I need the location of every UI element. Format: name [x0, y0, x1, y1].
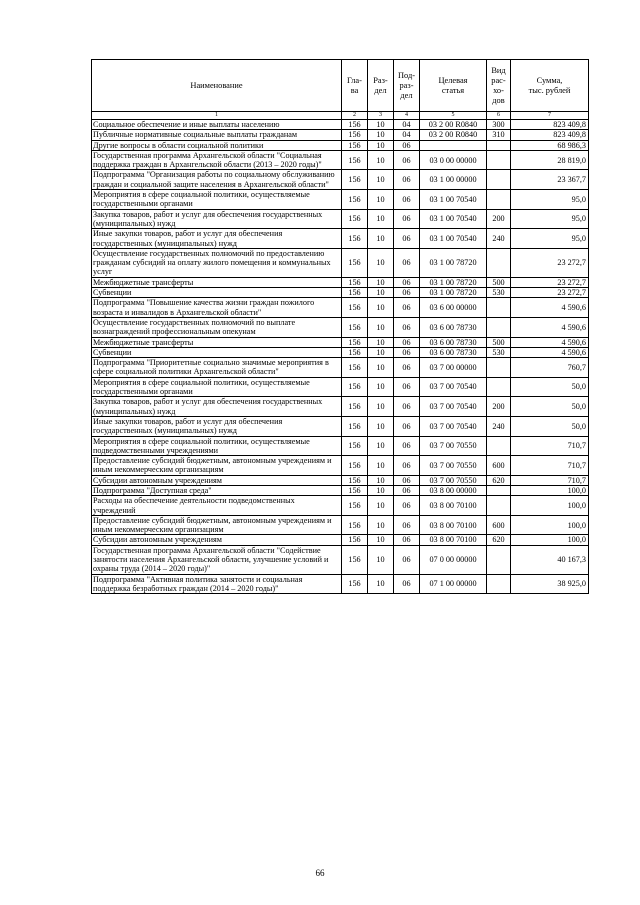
cell-glava: 156 — [342, 496, 368, 516]
cell-glava: 156 — [342, 574, 368, 594]
table-row — [92, 485, 589, 495]
table-row — [92, 140, 589, 150]
cell-name: Закупка товаров, работ и услуг для обеспечения государственных (муниципальных) нужд — [92, 209, 342, 229]
cell-glava: 156 — [342, 377, 368, 397]
cell-razdel: 10 — [368, 358, 394, 378]
cell-razdel: 10 — [368, 515, 394, 535]
cell-statya: 03 7 00 70550 — [420, 436, 487, 456]
cell-summa: 100,0 — [511, 496, 589, 516]
cell-summa: 100,0 — [511, 535, 589, 545]
cell-statya: 03 1 00 78720 — [420, 277, 487, 287]
cell-summa: 95,0 — [511, 190, 589, 210]
header-podrazdel: Под- раз- дел — [394, 60, 420, 112]
cell-podrazdel: 06 — [394, 377, 420, 397]
cell-summa: 95,0 — [511, 229, 589, 249]
cell-name: Подпрограмма "Приоритетные социально значимые мероприятия в сфере социальной политики Архангельской области" — [92, 358, 342, 378]
column-number: 4 — [394, 112, 420, 120]
cell-razdel: 10 — [368, 475, 394, 485]
table-row — [92, 298, 589, 318]
cell-razdel: 10 — [368, 209, 394, 229]
table-row — [92, 248, 589, 277]
cell-statya: 03 1 00 78720 — [420, 288, 487, 298]
cell-podrazdel: 06 — [394, 358, 420, 378]
cell-razdel: 10 — [368, 397, 394, 417]
cell-podrazdel: 06 — [394, 288, 420, 298]
cell-glava: 156 — [342, 456, 368, 476]
cell-statya: 03 7 00 70550 — [420, 456, 487, 476]
cell-summa: 4 590,6 — [511, 298, 589, 318]
table-row — [92, 397, 589, 417]
cell-vid — [487, 170, 511, 190]
cell-summa: 4 590,6 — [511, 347, 589, 357]
column-number: 7 — [511, 112, 589, 120]
cell-podrazdel: 06 — [394, 515, 420, 535]
cell-name: Мероприятия в сфере социальной политики, осуществляемые государственными органами — [92, 377, 342, 397]
cell-podrazdel: 06 — [394, 337, 420, 347]
cell-glava: 156 — [342, 545, 368, 574]
cell-name: Межбюджетные трансферты — [92, 277, 342, 287]
cell-glava: 156 — [342, 288, 368, 298]
cell-summa: 40 167,3 — [511, 545, 589, 574]
page-number: 66 — [315, 868, 325, 878]
table-row — [92, 456, 589, 476]
cell-vid: 200 — [487, 209, 511, 229]
column-number: 5 — [420, 112, 487, 120]
budget-table — [91, 59, 589, 594]
cell-name: Субвенции — [92, 288, 342, 298]
cell-name: Подпрограмма "Повышение качества жизни граждан пожилого возраста и инвалидов в Архангельской области" — [92, 298, 342, 318]
table-row — [92, 358, 589, 378]
column-number-row — [92, 112, 589, 120]
cell-vid: 500 — [487, 277, 511, 287]
cell-podrazdel: 06 — [394, 456, 420, 476]
table-row — [92, 317, 589, 337]
cell-glava: 156 — [342, 337, 368, 347]
cell-razdel: 10 — [368, 545, 394, 574]
cell-glava: 156 — [342, 190, 368, 210]
table-row — [92, 288, 589, 298]
cell-razdel: 10 — [368, 436, 394, 456]
cell-razdel: 10 — [368, 130, 394, 140]
cell-podrazdel: 06 — [394, 574, 420, 594]
cell-summa: 100,0 — [511, 515, 589, 535]
table-header-row — [92, 60, 589, 112]
cell-statya: 03 6 00 78730 — [420, 317, 487, 337]
cell-razdel: 10 — [368, 535, 394, 545]
cell-vid: 500 — [487, 337, 511, 347]
column-number: 1 — [92, 112, 342, 120]
cell-statya: 03 6 00 00000 — [420, 298, 487, 318]
cell-name: Государственная программа Архангельской области "Социальная поддержка граждан в Архангельской области (2013 – 2020 годы)" — [92, 150, 342, 170]
cell-statya: 07 0 00 00000 — [420, 545, 487, 574]
cell-vid — [487, 298, 511, 318]
cell-podrazdel: 06 — [394, 277, 420, 287]
table-row — [92, 347, 589, 357]
cell-razdel: 10 — [368, 277, 394, 287]
cell-vid: 200 — [487, 397, 511, 417]
cell-razdel: 10 — [368, 317, 394, 337]
cell-vid: 300 — [487, 120, 511, 130]
cell-glava: 156 — [342, 475, 368, 485]
cell-summa: 4 590,6 — [511, 317, 589, 337]
cell-vid — [487, 545, 511, 574]
cell-statya: 03 1 00 70540 — [420, 229, 487, 249]
cell-razdel: 10 — [368, 377, 394, 397]
cell-vid — [487, 190, 511, 210]
cell-vid — [487, 485, 511, 495]
cell-vid: 620 — [487, 475, 511, 485]
cell-name: Иные закупки товаров, работ и услуг для обеспечения государственных (муниципальных) нужд — [92, 229, 342, 249]
cell-razdel: 10 — [368, 347, 394, 357]
cell-podrazdel: 06 — [394, 190, 420, 210]
cell-name: Мероприятия в сфере социальной политики, осуществляемые государственными органами — [92, 190, 342, 210]
cell-vid: 240 — [487, 416, 511, 436]
cell-podrazdel: 06 — [394, 416, 420, 436]
cell-name: Другие вопросы в области социальной политики — [92, 140, 342, 150]
table-row — [92, 150, 589, 170]
table-row — [92, 277, 589, 287]
cell-podrazdel: 06 — [394, 496, 420, 516]
cell-statya: 03 6 00 78730 — [420, 337, 487, 347]
table-row — [92, 416, 589, 436]
cell-razdel: 10 — [368, 485, 394, 495]
header-statya: Целевая статья — [420, 60, 487, 112]
cell-summa: 23 272,7 — [511, 277, 589, 287]
header-glava: Гла- ва — [342, 60, 368, 112]
cell-summa: 50,0 — [511, 416, 589, 436]
cell-vid — [487, 248, 511, 277]
cell-statya: 03 0 00 00000 — [420, 150, 487, 170]
cell-vid: 530 — [487, 288, 511, 298]
cell-summa: 68 986,3 — [511, 140, 589, 150]
cell-statya: 03 8 00 70100 — [420, 496, 487, 516]
cell-summa: 710,7 — [511, 436, 589, 456]
column-number: 2 — [342, 112, 368, 120]
column-number: 3 — [368, 112, 394, 120]
cell-podrazdel: 06 — [394, 298, 420, 318]
cell-podrazdel: 06 — [394, 150, 420, 170]
cell-vid: 620 — [487, 535, 511, 545]
cell-razdel: 10 — [368, 298, 394, 318]
cell-glava: 156 — [342, 130, 368, 140]
table-row — [92, 545, 589, 574]
cell-statya: 03 7 00 70540 — [420, 397, 487, 417]
cell-name: Расходы на обеспечение деятельности подведомственных учреждений — [92, 496, 342, 516]
cell-name: Осуществление государственных полномочий по выплате вознаграждений профессиональным опекунам — [92, 317, 342, 337]
cell-podrazdel: 06 — [394, 140, 420, 150]
cell-glava: 156 — [342, 248, 368, 277]
cell-glava: 156 — [342, 140, 368, 150]
cell-razdel: 10 — [368, 150, 394, 170]
cell-summa: 823 409,8 — [511, 130, 589, 140]
cell-glava: 156 — [342, 485, 368, 495]
cell-podrazdel: 06 — [394, 545, 420, 574]
cell-podrazdel: 06 — [394, 229, 420, 249]
cell-podrazdel: 06 — [394, 209, 420, 229]
table-row — [92, 229, 589, 249]
cell-name: Субвенции — [92, 347, 342, 357]
cell-statya: 03 7 00 70550 — [420, 475, 487, 485]
cell-razdel: 10 — [368, 288, 394, 298]
cell-statya — [420, 140, 487, 150]
cell-podrazdel: 04 — [394, 120, 420, 130]
cell-statya: 03 7 00 70540 — [420, 377, 487, 397]
cell-statya: 03 2 00 R0840 — [420, 120, 487, 130]
cell-glava: 156 — [342, 317, 368, 337]
cell-name: Предоставление субсидий бюджетным, автономным учреждениям и иным некоммерческим организациям — [92, 456, 342, 476]
cell-razdel: 10 — [368, 140, 394, 150]
cell-vid: 310 — [487, 130, 511, 140]
table-row — [92, 377, 589, 397]
table-row — [92, 535, 589, 545]
cell-razdel: 10 — [368, 456, 394, 476]
cell-name: Государственная программа Архангельской области "Содействие занятости населения Архангельской области, улучшение условий и охраны труда (2014 – 2020 годы)" — [92, 545, 342, 574]
header-razdel: Раз- дел — [368, 60, 394, 112]
cell-summa: 100,0 — [511, 485, 589, 495]
cell-razdel: 10 — [368, 229, 394, 249]
cell-podrazdel: 06 — [394, 170, 420, 190]
cell-glava: 156 — [342, 535, 368, 545]
cell-razdel: 10 — [368, 416, 394, 436]
table-row — [92, 120, 589, 130]
cell-summa: 95,0 — [511, 209, 589, 229]
cell-vid — [487, 377, 511, 397]
table-row — [92, 436, 589, 456]
table-row — [92, 515, 589, 535]
cell-glava: 156 — [342, 436, 368, 456]
cell-name: Закупка товаров, работ и услуг для обеспечения государственных (муниципальных) нужд — [92, 397, 342, 417]
cell-statya: 03 8 00 00000 — [420, 485, 487, 495]
cell-vid — [487, 574, 511, 594]
cell-statya: 03 7 00 00000 — [420, 358, 487, 378]
cell-vid: 530 — [487, 347, 511, 357]
cell-name: Предоставление субсидий бюджетным, автономным учреждениям и иным некоммерческим организациям — [92, 515, 342, 535]
cell-statya: 03 1 00 78720 — [420, 248, 487, 277]
table-body — [92, 120, 589, 594]
cell-vid: 600 — [487, 456, 511, 476]
cell-vid: 600 — [487, 515, 511, 535]
cell-name: Подпрограмма "Организация работы по социальному обслуживанию граждан и социальной защите населения в Архангельской области" — [92, 170, 342, 190]
cell-vid — [487, 150, 511, 170]
cell-statya: 03 8 00 70100 — [420, 535, 487, 545]
cell-podrazdel: 06 — [394, 475, 420, 485]
cell-podrazdel: 06 — [394, 436, 420, 456]
cell-vid — [487, 140, 511, 150]
cell-name: Подпрограмма "Доступная среда" — [92, 485, 342, 495]
cell-statya: 07 1 00 00000 — [420, 574, 487, 594]
cell-statya: 03 6 00 78730 — [420, 347, 487, 357]
cell-summa: 23 272,7 — [511, 288, 589, 298]
cell-name: Социальное обеспечение и иные выплаты населению — [92, 120, 342, 130]
cell-glava: 156 — [342, 229, 368, 249]
cell-podrazdel: 06 — [394, 535, 420, 545]
table-row — [92, 190, 589, 210]
budget-table-sheet — [91, 59, 588, 594]
cell-summa: 710,7 — [511, 456, 589, 476]
cell-glava: 156 — [342, 515, 368, 535]
cell-razdel: 10 — [368, 190, 394, 210]
cell-glava: 156 — [342, 358, 368, 378]
cell-summa: 23 367,7 — [511, 170, 589, 190]
cell-podrazdel: 06 — [394, 485, 420, 495]
cell-podrazdel: 04 — [394, 130, 420, 140]
cell-glava: 156 — [342, 170, 368, 190]
cell-glava: 156 — [342, 120, 368, 130]
cell-glava: 156 — [342, 416, 368, 436]
cell-name: Осуществление государственных полномочий по предоставлению гражданам субсидий на оплату жилого помещения и коммунальных услуг — [92, 248, 342, 277]
cell-podrazdel: 06 — [394, 397, 420, 417]
cell-glava: 156 — [342, 209, 368, 229]
cell-razdel: 10 — [368, 496, 394, 516]
cell-glava: 156 — [342, 277, 368, 287]
cell-razdel: 10 — [368, 248, 394, 277]
cell-statya: 03 1 00 70540 — [420, 190, 487, 210]
cell-name: Мероприятия в сфере социальной политики, осуществляемые подведомственными учреждениями — [92, 436, 342, 456]
cell-statya: 03 1 00 70540 — [420, 209, 487, 229]
cell-name: Подпрограмма "Активная политика занятости и социальная поддержка безработных граждан (2014 – 2020 годы)" — [92, 574, 342, 594]
cell-statya: 03 8 00 70100 — [420, 515, 487, 535]
cell-name: Иные закупки товаров, работ и услуг для обеспечения государственных (муниципальных) нужд — [92, 416, 342, 436]
column-number: 6 — [487, 112, 511, 120]
cell-summa: 50,0 — [511, 397, 589, 417]
table-row — [92, 574, 589, 594]
table-row — [92, 337, 589, 347]
table-row — [92, 496, 589, 516]
cell-summa: 760,7 — [511, 358, 589, 378]
cell-razdel: 10 — [368, 120, 394, 130]
cell-glava: 156 — [342, 397, 368, 417]
cell-statya: 03 2 00 R0840 — [420, 130, 487, 140]
header-name: Наименование — [92, 60, 342, 112]
cell-statya: 03 1 00 00000 — [420, 170, 487, 190]
cell-podrazdel: 06 — [394, 347, 420, 357]
cell-razdel: 10 — [368, 170, 394, 190]
cell-summa: 823 409,8 — [511, 120, 589, 130]
cell-razdel: 10 — [368, 337, 394, 347]
table-row — [92, 130, 589, 140]
cell-summa: 4 590,6 — [511, 337, 589, 347]
table-row — [92, 170, 589, 190]
cell-glava: 156 — [342, 150, 368, 170]
cell-summa: 38 925,0 — [511, 574, 589, 594]
table-row — [92, 475, 589, 485]
cell-vid: 240 — [487, 229, 511, 249]
cell-vid — [487, 317, 511, 337]
cell-glava: 156 — [342, 298, 368, 318]
cell-vid — [487, 436, 511, 456]
cell-summa: 23 272,7 — [511, 248, 589, 277]
cell-name: Субсидии автономным учреждениям — [92, 475, 342, 485]
cell-statya: 03 7 00 70540 — [420, 416, 487, 436]
cell-glava: 156 — [342, 347, 368, 357]
header-summa: Сумма, тыс. рублей — [511, 60, 589, 112]
cell-summa: 50,0 — [511, 377, 589, 397]
cell-podrazdel: 06 — [394, 248, 420, 277]
cell-name: Межбюджетные трансферты — [92, 337, 342, 347]
header-vid: Вид рас- хо- дов — [487, 60, 511, 112]
cell-razdel: 10 — [368, 574, 394, 594]
cell-name: Субсидии автономным учреждениям — [92, 535, 342, 545]
cell-vid — [487, 496, 511, 516]
cell-name: Публичные нормативные социальные выплаты гражданам — [92, 130, 342, 140]
table-row — [92, 209, 589, 229]
cell-summa: 710,7 — [511, 475, 589, 485]
cell-vid — [487, 358, 511, 378]
cell-summa: 28 819,0 — [511, 150, 589, 170]
cell-podrazdel: 06 — [394, 317, 420, 337]
